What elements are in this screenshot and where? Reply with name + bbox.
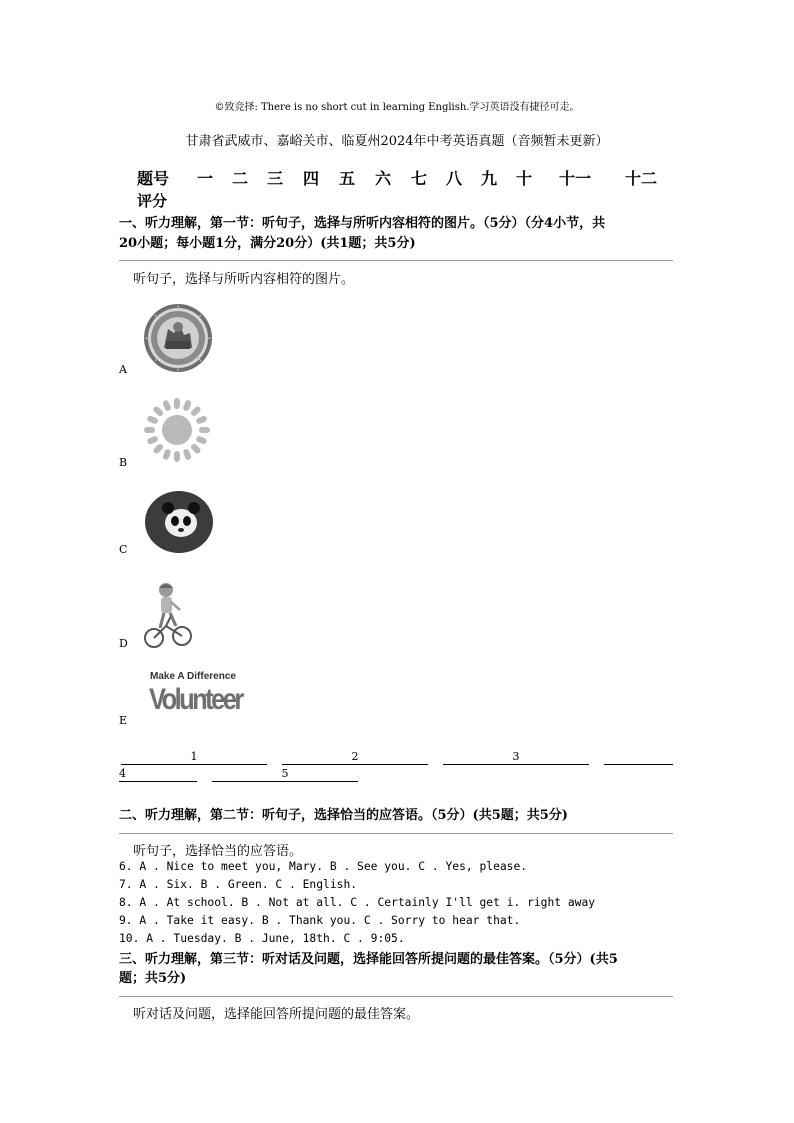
score-col-5: 五 xyxy=(339,169,356,188)
section2-divider xyxy=(119,833,673,834)
section1-heading-line1: 一、听力理解，第一节：听句子，选择与所听内容相符的图片。（5分）（分4小节，共 xyxy=(119,216,606,231)
cyclist-picture xyxy=(144,578,194,650)
option-c-label: C xyxy=(119,543,128,556)
score-col-11: 十一 xyxy=(559,169,592,188)
section3-heading-line2: 题；共5分) xyxy=(119,971,187,986)
answer-blank-4[interactable]: 4 xyxy=(119,767,197,782)
answer-blank-3[interactable]: 3 xyxy=(443,750,589,765)
score-col-2: 二 xyxy=(232,169,249,188)
section1-instruction: 听句子，选择与所听内容相符的图片。 xyxy=(133,272,355,287)
section3-heading-line1: 三、听力理解，第三节：听对话及问题，选择能回答所提问题的最佳答案。（5分）(共5 xyxy=(119,952,618,967)
answer-blank-5[interactable]: 5 xyxy=(212,767,358,782)
section1-heading-line2: 20小题；每小题1分，满分20分）(共1题；共5分) xyxy=(119,236,416,251)
score-col-12: 十二 xyxy=(625,169,658,188)
question-9: 9. A . Take it easy. B . Thank you. C . Sorry to hear that. xyxy=(119,914,521,927)
motto-line: ©致竞择: There is no short cut in learning English.学习英语没有捷径可走。 xyxy=(214,102,580,113)
score-col-4: 四 xyxy=(303,169,320,188)
answer-blank-2[interactable]: 2 xyxy=(282,750,428,765)
question-10: 10. A . Tuesday. B . June, 18th. C . 9:05. xyxy=(119,932,405,945)
score-col-7: 七 xyxy=(411,169,428,188)
volunteer-caption: Make A Difference xyxy=(150,671,236,682)
score-table-row xyxy=(137,166,677,186)
score-col-1: 一 xyxy=(197,169,214,188)
sun-icon xyxy=(144,398,210,462)
seal-picture xyxy=(142,303,214,373)
score-col-3: 三 xyxy=(267,169,284,188)
score-row-label: 评分 xyxy=(137,192,168,210)
volunteer-word: Volunteer xyxy=(149,683,242,716)
answer-blank-1[interactable]: 1 xyxy=(121,750,267,765)
option-d-label: D xyxy=(119,637,128,650)
answer-blank-4-start[interactable] xyxy=(604,750,673,765)
section2-heading: 二、听力理解，第二节：听句子，选择恰当的应答语。（5分）(共5题；共5分) xyxy=(119,808,568,823)
section3-divider xyxy=(119,996,673,997)
score-col-10: 十 xyxy=(516,169,533,188)
section3-instruction: 听对话及问题，选择能回答所提问题的最佳答案。 xyxy=(133,1007,420,1022)
score-col-6: 六 xyxy=(375,169,392,188)
page-title: 甘肃省武威市、嘉峪关市、临夏州2024年中考英语真题（音频暂未更新） xyxy=(185,134,609,149)
question-6: 6. A . Nice to meet you, Mary. B . See you. C . Yes, please. xyxy=(119,860,528,873)
section2-instruction: 听句子，选择恰当的应答语。 xyxy=(133,844,303,859)
option-e-label: E xyxy=(119,714,128,727)
score-col-8: 八 xyxy=(446,169,463,188)
option-a-label: A xyxy=(119,363,127,376)
panda-picture xyxy=(144,490,214,554)
section1-divider xyxy=(119,260,673,261)
question-8: 8. A . At school. B . Not at all. C . Certainly I'll get i. right away xyxy=(119,896,596,909)
score-col-9: 九 xyxy=(481,169,498,188)
option-b-label: B xyxy=(119,456,128,469)
score-table-label: 题号 xyxy=(137,169,170,188)
question-7: 7. A . Six. B . Green. C . English. xyxy=(119,878,358,891)
